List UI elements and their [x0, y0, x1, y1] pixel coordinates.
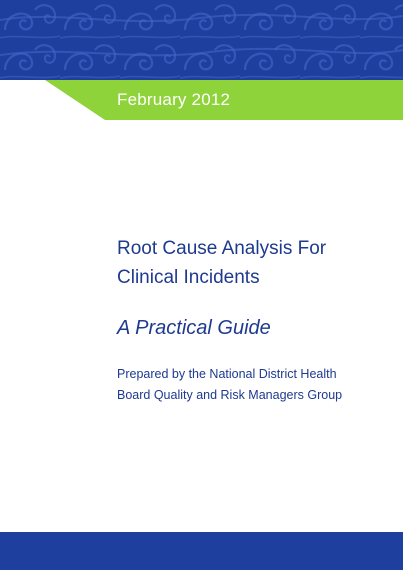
document-title-line-1: Root Cause Analysis For	[117, 238, 327, 259]
prepared-by-line-2: Board Quality and Risk Managers Group	[117, 388, 343, 402]
publication-date: February 2012	[117, 90, 231, 109]
header-pattern-band	[0, 0, 403, 80]
document-title-line-2: Clinical Incidents	[117, 267, 260, 288]
document-title	[117, 234, 387, 292]
koru-pattern-decoration	[0, 0, 403, 80]
prepared-by-line-1: Prepared by the National District Health	[117, 367, 337, 381]
document-subtitle: A Practical Guide	[117, 317, 271, 339]
prepared-by-statement	[117, 364, 387, 406]
footer-band	[0, 532, 403, 570]
